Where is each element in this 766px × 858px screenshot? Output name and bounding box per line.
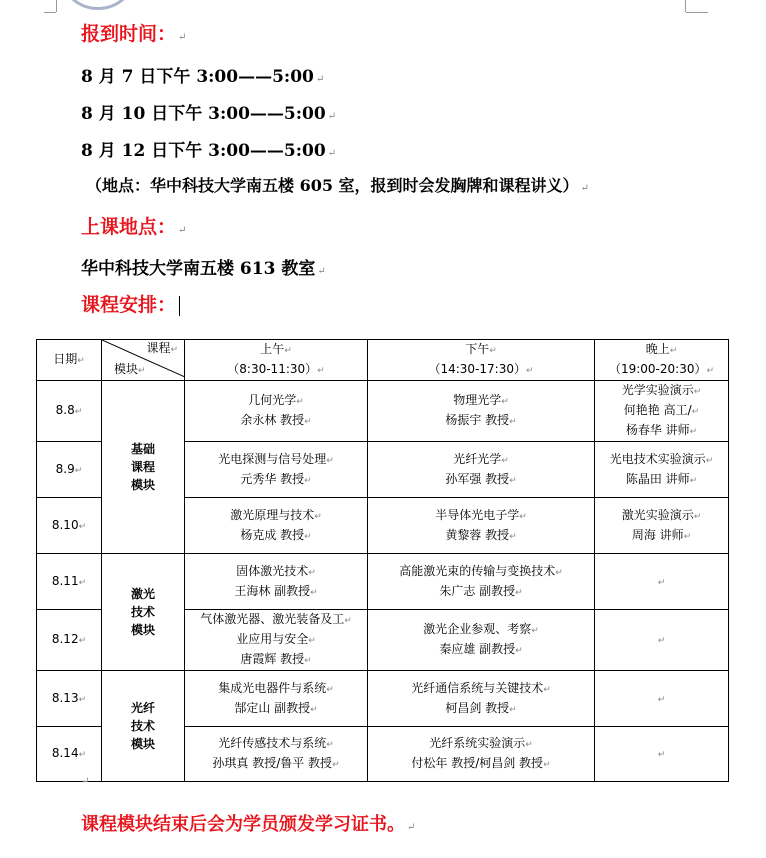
cell-morning: 集成光电器件与系统↵ 郜定山 副教授↵ — [185, 671, 368, 727]
date-text: 8.13 — [51, 690, 79, 705]
afternoon-line: 光纤通信系统与关键技术 — [411, 680, 544, 695]
cell-morning: 激光原理与技术↵ 杨克成 教授↵ — [185, 498, 368, 554]
date-text: 8.11 — [51, 573, 79, 588]
afternoon-line: 付松年 教授/柯昌剑 教授 — [411, 756, 544, 770]
class-location-heading: 上课地点： ↵ — [81, 216, 187, 238]
cell-morning: 光电探测与信号处理↵ 元秀华 教授↵ — [185, 442, 368, 498]
evening-line: 激光实验演示 — [621, 507, 694, 522]
cell-morning: 光纤传感技术与系统↵ 孙琪真 教授/鲁平 教授↵ — [185, 727, 368, 782]
module-line: 模块 — [130, 478, 155, 492]
afternoon-line: 秦应雄 副教授 — [439, 642, 516, 656]
module-line: 技术 — [130, 719, 155, 733]
morning-line: 元秀华 教授 — [240, 471, 305, 486]
schedule-table — [36, 339, 729, 782]
header-module-bottom: 模块↵ — [114, 362, 146, 376]
date-text: 8.9 — [55, 461, 75, 476]
module-line: 模块 — [130, 737, 155, 751]
morning-line: 气体激光器、激光装备及工 — [200, 612, 345, 626]
cell-evening: 光电技术实验演示↵ 陈晶田 讲师↵ — [595, 442, 729, 498]
checkin-time-2: 8 月 10 日下午 3:00——5:00 ↵ — [81, 104, 337, 124]
cell-evening — [595, 727, 729, 782]
table-row — [37, 554, 729, 610]
cell-date: 8.9↵ — [37, 442, 102, 498]
header-morning: 上午↵ （8:30-11:30）↵ — [185, 340, 368, 381]
cell-evening: 激光实验演示↵ 周海 讲师↵ — [595, 498, 729, 554]
cell-date: 8.13↵ — [37, 671, 102, 727]
empty-mark: ↵ — [657, 577, 666, 588]
cell-afternoon: 光纤通信系统与关键技术↵ 柯昌剑 教授↵ — [368, 671, 595, 727]
cell-afternoon: 物理光学↵ 杨振宇 教授↵ — [368, 381, 595, 442]
margin-corner-right — [685, 0, 686, 12]
header-evening: 晚上↵ （19:00-20:30）↵ — [595, 340, 729, 381]
cell-evening — [595, 610, 729, 671]
cell-evening: 光学实验演示↵ 何艳艳 高工/↵ 杨春华 讲师↵ — [595, 381, 729, 442]
cell-morning: 固体激光技术↵ 王海林 副教授↵ — [185, 554, 368, 610]
date-text: 8.10 — [51, 517, 79, 532]
cell-module — [102, 381, 185, 554]
cell-date: 8.10↵ — [37, 498, 102, 554]
header-date: 日期↵ — [37, 340, 102, 381]
table-row — [37, 671, 729, 727]
morning-line: 固体激光技术 — [236, 563, 309, 578]
module-line: 基础 — [130, 442, 155, 456]
afternoon-line: 光纤光学 — [453, 451, 502, 466]
cell-morning: 气体激光器、激光装备及工↵ 业应用与安全↵ 唐霞辉 教授↵ — [185, 610, 368, 671]
morning-line: 几何光学 — [248, 393, 297, 407]
afternoon-line: 柯昌剑 教授 — [445, 700, 510, 715]
afternoon-line: 光纤系统实验演示 — [429, 736, 526, 750]
cell-date: 8.11↵ — [37, 554, 102, 610]
margin-corner-left — [56, 0, 57, 12]
afternoon-line: 孙军强 教授 — [445, 471, 510, 486]
evening-line: 周海 讲师 — [631, 527, 684, 542]
date-text: 8.8 — [55, 403, 75, 417]
morning-line: 孙琪真 教授/鲁平 教授 — [212, 756, 333, 770]
morning-line: 唐霞辉 教授 — [240, 652, 305, 666]
cell-morning: 几何光学↵ 余永林 教授↵ — [185, 381, 368, 442]
morning-line: 郜定山 副教授 — [234, 700, 311, 715]
module-line: 课程 — [130, 460, 155, 474]
evening-line: 杨春华 讲师 — [625, 423, 690, 437]
morning-line: 光纤传感技术与系统 — [218, 736, 327, 750]
morning-line: 王海林 副教授 — [234, 583, 311, 598]
morning-line: 业应用与安全 — [236, 632, 309, 646]
cell-date: 8.8↵ — [37, 381, 102, 442]
cell-module — [102, 554, 185, 671]
cell-evening — [595, 554, 729, 610]
afternoon-line: 杨振宇 教授 — [445, 413, 510, 427]
checkin-location-note: （地点：华中科技大学南五楼 605 室，报到时会发胸牌和课程讲义） ↵ — [86, 176, 589, 195]
evening-line: 陈晶田 讲师 — [625, 471, 690, 486]
date-text: 8.14 — [51, 746, 79, 760]
module-line: 激光 — [130, 587, 155, 601]
cell-afternoon: 半导体光电子学↵ 黄黎蓉 教授↵ — [368, 498, 595, 554]
margin-corner-right-h — [686, 12, 708, 13]
header-module — [102, 340, 185, 381]
checkin-time-3: 8 月 12 日下午 3:00——5:00 ↵ — [81, 141, 337, 161]
cell-evening — [595, 671, 729, 727]
module-line: 技术 — [130, 605, 155, 619]
module-line: 模块 — [130, 623, 155, 637]
cell-module — [102, 671, 185, 782]
empty-mark: ↵ — [657, 636, 666, 646]
schedule-heading: 课程安排： — [81, 290, 180, 317]
checkin-time-1: 8 月 7 日下午 3:00——5:00 ↵ — [81, 67, 325, 87]
afternoon-line: 黄黎蓉 教授 — [445, 527, 510, 542]
morning-line: 余永林 教授 — [240, 413, 305, 427]
evening-line: 光学实验演示 — [621, 383, 694, 397]
cell-afternoon: 激光企业参观、考察↵ 秦应雄 副教授↵ — [368, 610, 595, 671]
morning-line: 激光原理与技术 — [230, 507, 315, 522]
date-text: 8.12 — [51, 632, 79, 646]
module-line: 光纤 — [130, 701, 155, 715]
morning-line: 光电探测与信号处理 — [218, 451, 327, 466]
cell-afternoon: 光纤系统实验演示↵ 付松年 教授/柯昌剑 教授↵ — [368, 727, 595, 782]
footer-note: 课程模块结束后会为学员颁发学习证书。 ↵ — [81, 814, 416, 835]
morning-line: 杨克成 教授 — [240, 527, 305, 542]
table-row — [37, 381, 729, 442]
cell-date: 8.14↵ — [37, 727, 102, 782]
cell-afternoon: 光纤光学↵ 孙军强 教授↵ — [368, 442, 595, 498]
afternoon-line: 朱广志 副教授 — [439, 583, 516, 598]
checkin-heading: 报到时间： ↵ — [81, 23, 187, 45]
empty-mark: ↵ — [657, 694, 666, 705]
text-cursor — [179, 296, 180, 316]
table-header-row — [37, 340, 729, 381]
cell-date: 8.12↵ — [37, 610, 102, 671]
afternoon-line: 半导体光电子学 — [435, 507, 520, 522]
header-afternoon: 下午↵ （14:30-17:30）↵ — [368, 340, 595, 381]
afternoon-line: 激光企业参观、考察 — [423, 622, 532, 636]
afternoon-line: 高能激光束的传输与变换技术 — [399, 563, 556, 578]
header-logo — [58, 0, 138, 10]
empty-mark: ↵ — [657, 750, 666, 760]
margin-corner-left-h — [44, 12, 56, 13]
evening-line: 光电技术实验演示 — [609, 451, 706, 466]
evening-line: 何艳艳 高工/ — [623, 403, 692, 417]
class-location: 华中科技大学南五楼 613 教室 ↵ — [81, 259, 326, 279]
cell-afternoon: 高能激光束的传输与变换技术↵ 朱广志 副教授↵ — [368, 554, 595, 610]
morning-line: 集成光电器件与系统 — [218, 680, 327, 695]
paragraph-mark: ↵ — [81, 776, 90, 787]
afternoon-line: 物理光学 — [453, 393, 502, 407]
header-module-top: 课程↵ — [146, 341, 178, 355]
